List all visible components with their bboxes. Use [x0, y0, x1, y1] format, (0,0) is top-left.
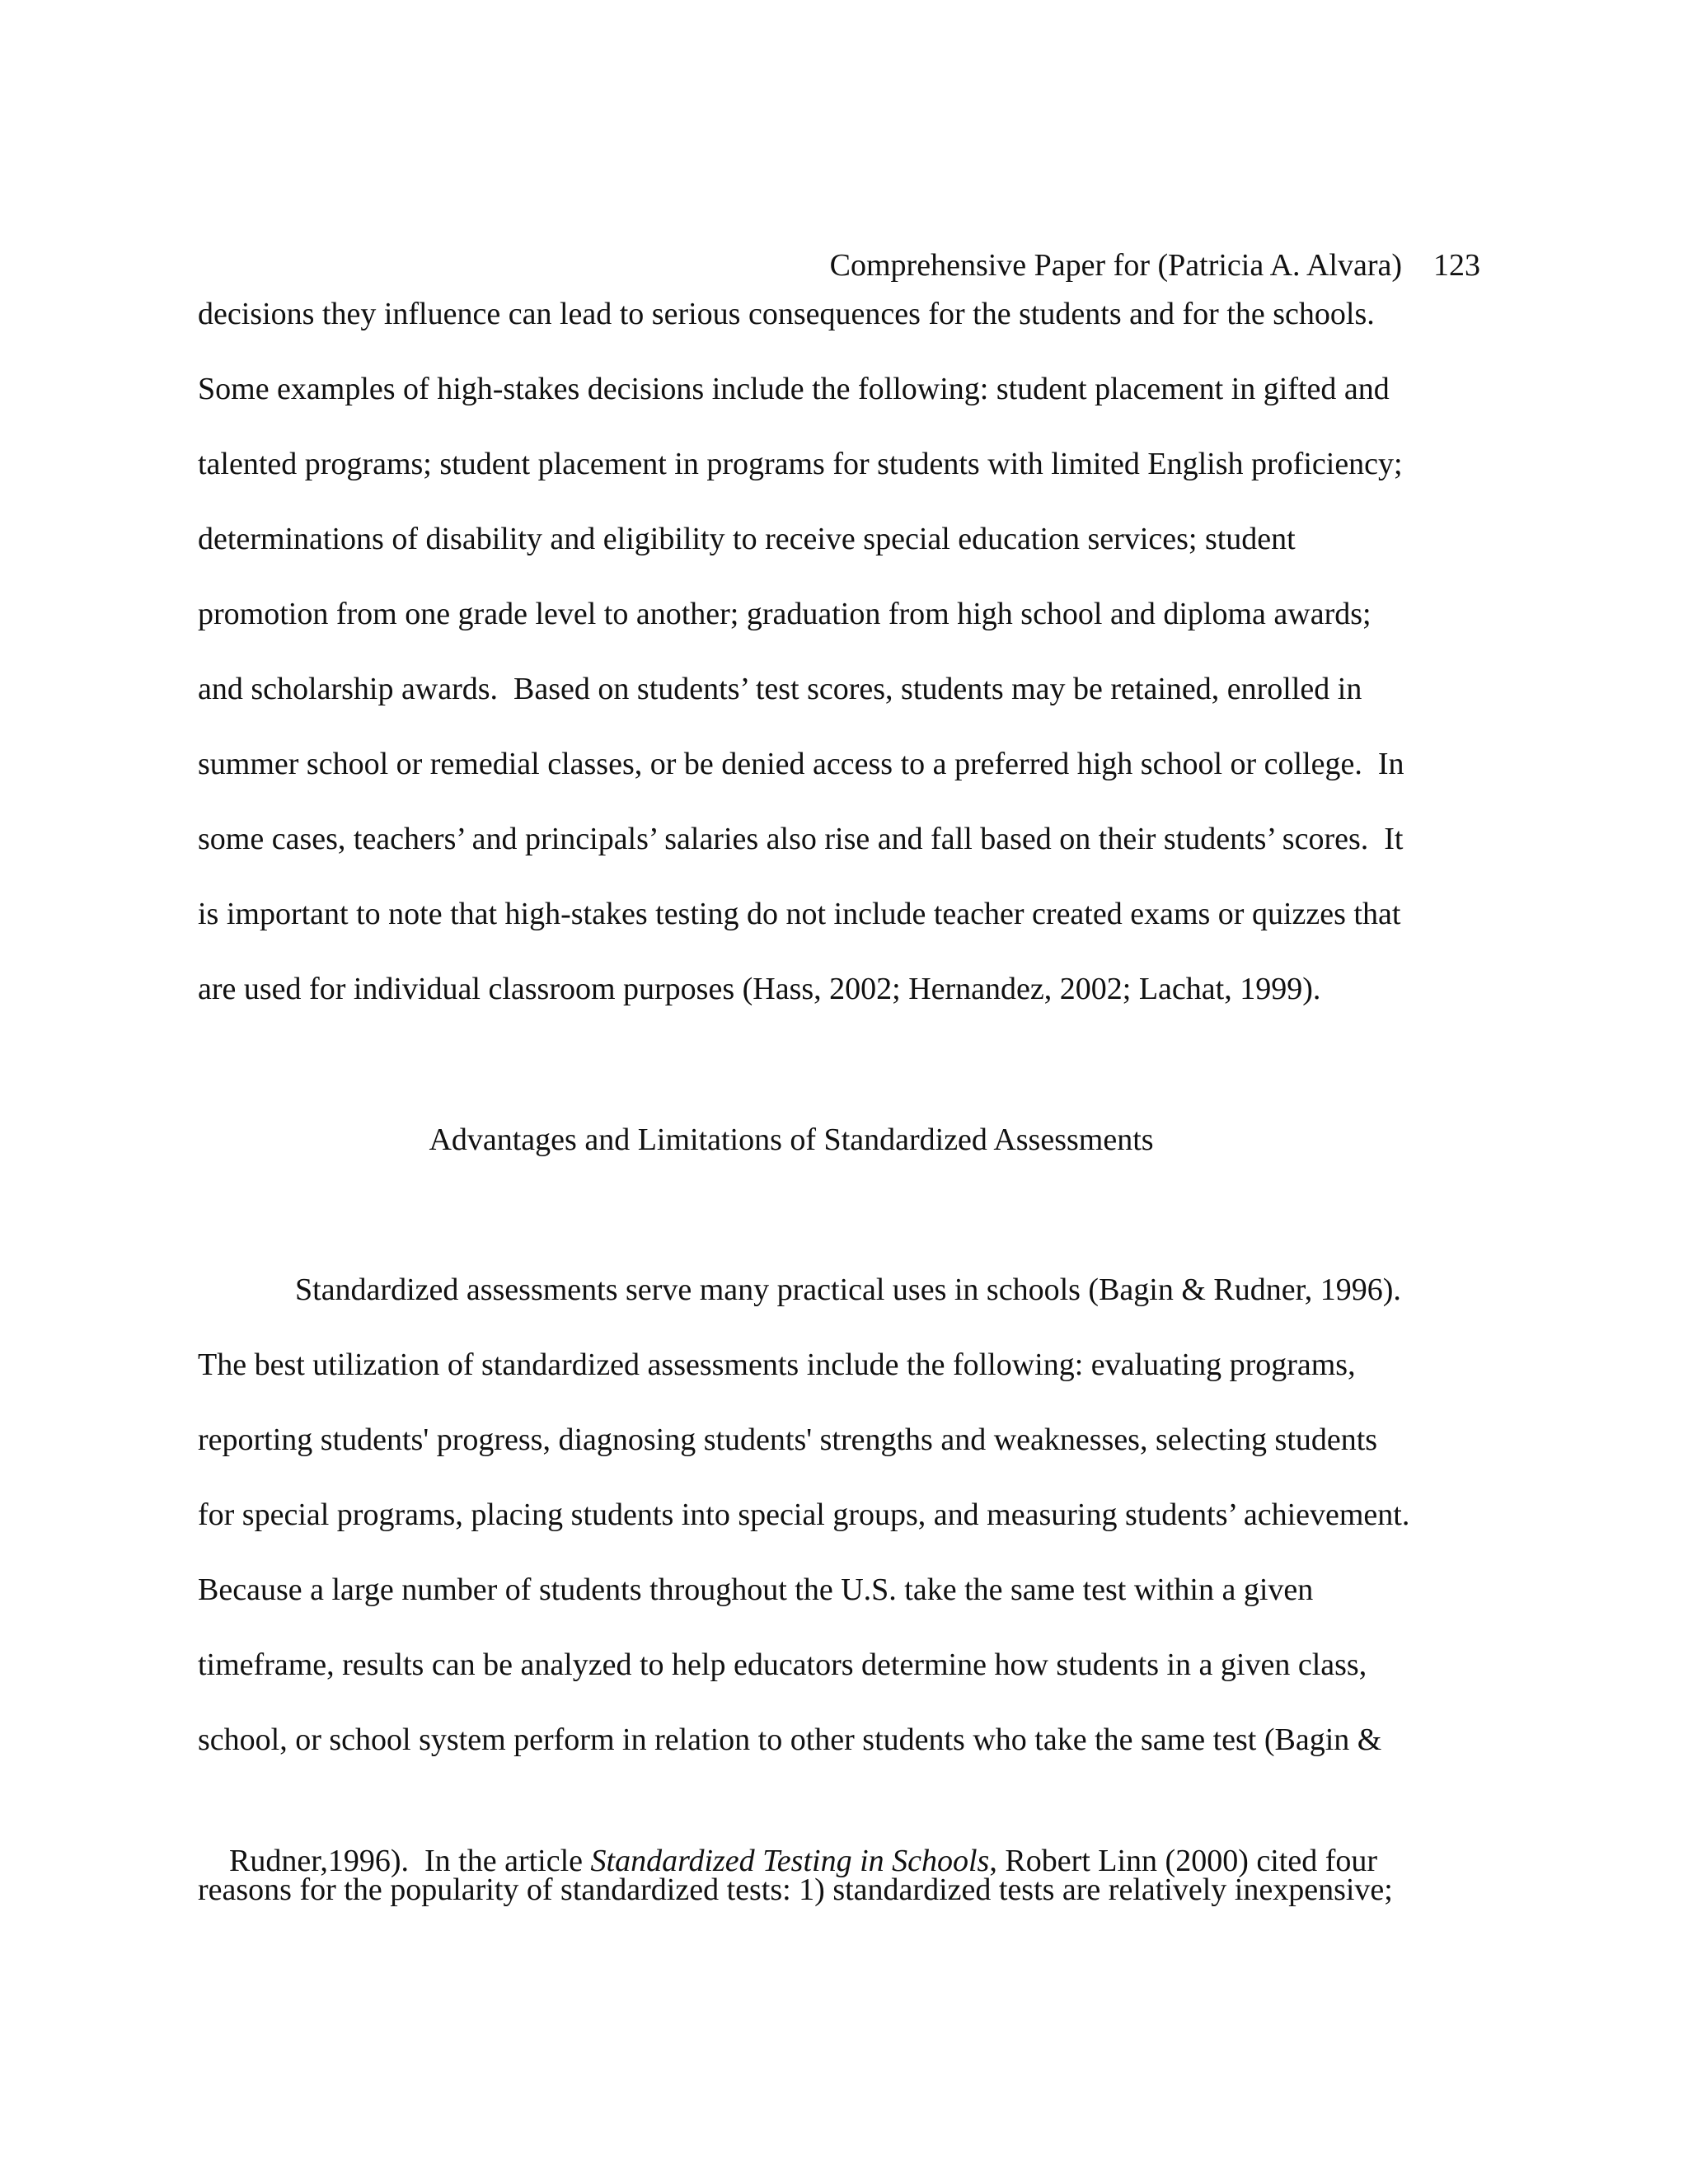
paragraph-1-line-10: are used for individual classroom purposes (Hass, 2002; Hernandez, 2002; Lachat, 1999). — [198, 972, 1321, 1006]
paragraph-2-line-6: timeframe, results can be analyzed to help educators determine how students in a given class, — [198, 1647, 1367, 1682]
paragraph-1-line-2: Some examples of high-stakes decisions include the following: student placement in gifted and — [198, 372, 1390, 406]
article-title: Standardized Testing in Schools — [590, 1844, 990, 1878]
page-number: 123 — [1433, 248, 1480, 283]
running-title: Comprehensive Paper for (Patricia A. Alvara) — [829, 248, 1402, 283]
paragraph-1-line-9: is important to note that high-stakes testing do not include teacher created exams or quizzes that — [198, 897, 1401, 931]
paragraph-2-line-3: reporting students' progress, diagnosing students' strengths and weaknesses, selecting students — [198, 1422, 1378, 1457]
paragraph-2-line-5: Because a large number of students throughout the U.S. take the same test within a given — [198, 1572, 1314, 1607]
paragraph-2-line-2: The best utilization of standardized assessments include the following: evaluating programs, — [198, 1347, 1356, 1382]
paragraph-1-line-1: decisions they influence can lead to serious consequences for the students and for the schools. — [198, 297, 1375, 331]
paragraph-2-line-4: for special programs, placing students into special groups, and measuring students’ achievement. — [198, 1497, 1410, 1532]
paragraph-1-line-3: talented programs; student placement in programs for students with limited English proficiency; — [198, 447, 1403, 481]
paragraph-1-line-4: determinations of disability and eligibility to receive special education services; student — [198, 522, 1296, 556]
paragraph-1-line-6: and scholarship awards. Based on students’ test scores, students may be retained, enrolled in — [198, 672, 1362, 706]
paragraph-1-line-8: some cases, teachers’ and principals’ salaries also rise and fall based on their students’ scores. It — [198, 822, 1404, 856]
paragraph-1-line-7: summer school or remedial classes, or be denied access to a preferred high school or college. In — [198, 747, 1404, 781]
line-8-text-after: , Robert Linn (2000) cited four — [989, 1844, 1378, 1878]
section-heading: Advantages and Limitations of Standardized Assessments — [429, 1122, 1154, 1157]
paragraph-2-line-7: school, or school system perform in relation to other students who take the same test (Bagin & — [198, 1722, 1382, 1757]
line-8-text-before: Rudner,1996). In the article — [229, 1844, 591, 1878]
paragraph-2-line-1: Standardized assessments serve many practical uses in schools (Bagin & Rudner, 1996). — [295, 1272, 1401, 1307]
paragraph-1-line-5: promotion from one grade level to another; graduation from high school and diploma awards; — [198, 597, 1372, 631]
paragraph-2-line-9: reasons for the popularity of standardized tests: 1) standardized tests are relatively inexpensive; — [198, 1872, 1393, 1907]
